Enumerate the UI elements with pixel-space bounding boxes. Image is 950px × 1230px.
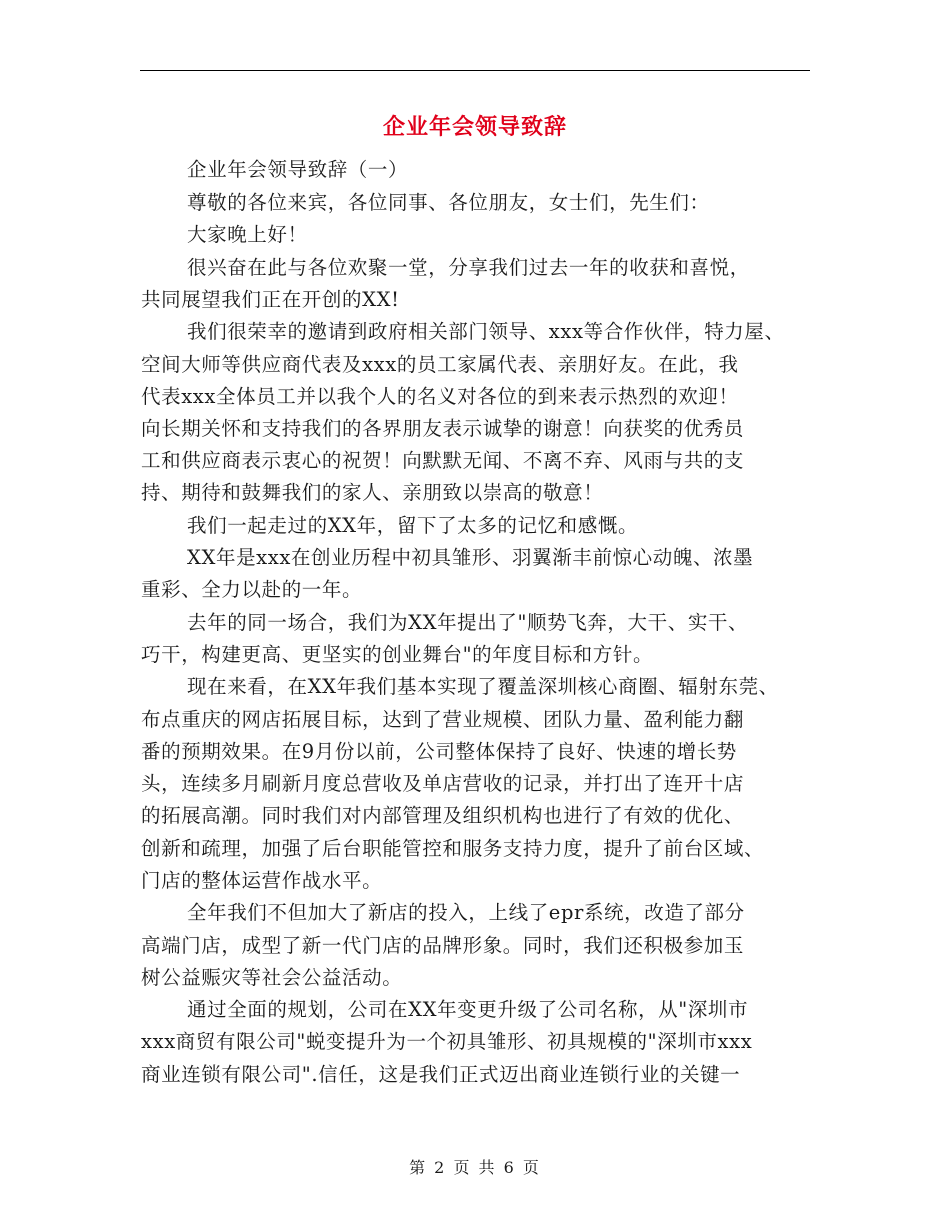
header-rule bbox=[140, 70, 810, 71]
paragraph-line: 工和供应商表示衷心的祝贺！向默默无闻、不离不弃、风雨与共的支 bbox=[141, 449, 745, 472]
paragraph-line: 门店的整体运营作战水平。 bbox=[141, 869, 383, 892]
page-footer: 第 2 页 共 6 页 bbox=[409, 1158, 541, 1177]
paragraph-first-line: 现在来看，在XX年我们基本实现了覆盖深圳核心商圈、辐射东莞、 bbox=[187, 675, 779, 698]
paragraph-line: 高端门店，成型了新一代门店的品牌形象。同时，我们还积极参加玉 bbox=[141, 934, 745, 957]
paragraph-line: 的拓展高潮。同时我们对内部管理及组织机构也进行了有效的优化、 bbox=[141, 804, 745, 827]
paragraph-first-line: 很兴奋在此与各位欢聚一堂，分享我们过去一年的收获和喜悦， bbox=[187, 256, 750, 279]
paragraph-line: 向长期关怀和支持我们的各界朋友表示诚挚的谢意！向获奖的优秀员 bbox=[141, 417, 745, 440]
paragraph-first-line: 去年的同一场合，我们为XX年提出了"顺势飞奔，大干、实干、 bbox=[187, 611, 749, 634]
paragraph-line: 头，连续多月刷新月度总营收及单店营收的记录，并打出了连开十店 bbox=[141, 772, 745, 795]
paragraph-first-line: 我们很荣幸的邀请到政府相关部门领导、xxx等合作伙伴，特力屋、 bbox=[187, 320, 785, 343]
paragraph-line: xxx商贸有限公司"蜕变提升为一个初具雏形、初具规模的"深圳市xxx bbox=[141, 1030, 753, 1053]
paragraph-line: 商业连锁有限公司".信任，这是我们正式迈出商业连锁行业的关键一 bbox=[141, 1063, 741, 1086]
document-title: 企业年会领导致辞 bbox=[382, 114, 567, 140]
paragraph-first-line: 企业年会领导致辞（一） bbox=[187, 158, 409, 181]
paragraph-line: 树公益赈灾等社会公益活动。 bbox=[141, 966, 403, 989]
paragraph-line: 共同展望我们正在开创的XX! bbox=[141, 288, 400, 311]
paragraph-first-line: 尊敬的各位来宾，各位同事、各位朋友，女士们，先生们： bbox=[187, 191, 710, 214]
paragraph-line: 代表xxx全体员工并以我个人的名义对各位的到来表示热烈的欢迎！ bbox=[141, 385, 739, 408]
paragraph-line: 持、期待和鼓舞我们的家人、亲朋致以崇高的敬意！ bbox=[141, 481, 604, 504]
paragraph-first-line: 我们一起走过的XX年，留下了太多的记忆和感慨。 bbox=[187, 514, 639, 537]
paragraph-line: 布点重庆的网店拓展目标，达到了营业规模、团队力量、盈利能力翻 bbox=[141, 708, 745, 731]
paragraph-line: 创新和疏理，加强了后台职能管控和服务支持力度，提升了前台区域、 bbox=[141, 837, 765, 860]
paragraph-line: 番的预期效果。在9月份以前，公司整体保持了良好、快速的增长势 bbox=[141, 740, 737, 763]
paragraph-first-line: 通过全面的规划，公司在XX年变更升级了公司名称，从"深圳市 bbox=[187, 998, 749, 1021]
paragraph-line: 重彩、全力以赴的一年。 bbox=[141, 578, 363, 601]
paragraph-line: 空间大师等供应商代表及xxx的员工家属代表、亲朋好友。在此，我 bbox=[141, 353, 739, 376]
paragraph-line: 巧干，构建更高、更坚实的创业舞台"的年度目标和方针。 bbox=[141, 643, 654, 666]
paragraph-first-line: 大家晚上好！ bbox=[187, 223, 308, 246]
paragraph-first-line: 全年我们不但加大了新店的投入，上线了epr系统，改造了部分 bbox=[187, 901, 745, 924]
paragraph-first-line: XX年是xxx在创业历程中初具雏形、羽翼渐丰前惊心动魄、浓墨 bbox=[187, 546, 754, 569]
